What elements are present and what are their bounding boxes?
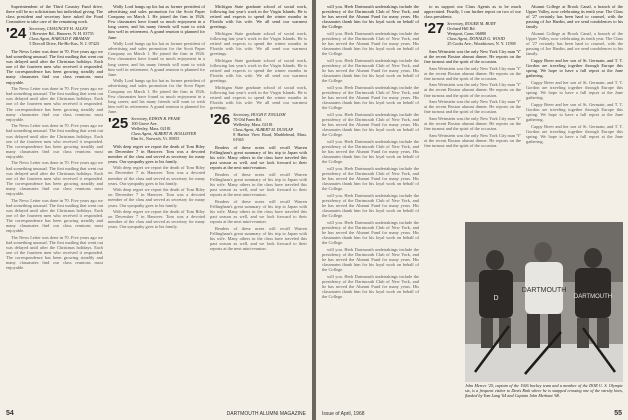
article-text: Alumni College at Brook Canal, a branch of the Upper Valley, now celebrating its tenth year. The Class of '27 certainly has been hard to counsel, with the passing of Joe Hardin, and we send condolences to his family. [526, 4, 623, 30]
agent-address: 25 Cooks Ave., Woodstown, N. Y. 11598 [447, 40, 516, 46]
article-text-continued: Sam Weinstein was the only New York City man 'Y' at the recent Boston alumni dinner. He reports on the fine turnout and the spirit of the occasion. [424, 65, 521, 81]
secretary-address: 1 Brewster Rd., Hanover, N. H. 03755 [29, 31, 94, 37]
left-page [0, 0, 312, 420]
article-text-continued: will you. Herb Dartmouth undertakings include the presidency of the Dartmouth Club of New York, and he has served the Alumni Fund for many years. His classmates thank him for his loyal work on behalf of the College. [322, 30, 419, 57]
secretary-block [29, 27, 99, 47]
article-text-continued: The News Letter was done in 70. Five years ago we had something unusual. The first mailing that went out was delayed until after the Christmas holidays. Each one of the fourteen men who received it responded. The correspondence has been growing steadily and many classmates find our class reunions most enjoyable. [6, 197, 103, 234]
article-text-continued: Sam Weinstein was the only New York City man 'Y' at the recent Boston alumni dinner. He reports on the fine turnout and the spirit of the occasion. [424, 132, 521, 148]
article-text-continued: Readers of these notes will recall Warren Fellingham's great summary of his trip to Japan with his wife. Many others in the class have traveled this past season as well, and we look forward to their reports at the next mini-reunion. [210, 198, 307, 225]
secretary-address: 100 Grove Ave. [131, 120, 158, 126]
class-year: '26 [210, 111, 231, 129]
page-number: 54 [6, 410, 14, 417]
secretary-name: Secretary, ROGER M. BURY [447, 21, 496, 27]
hockey-photo-block [465, 222, 623, 399]
article-text-continued: Cuppy Breer and her son of St. Germain, and T. T. Gordon are traveling together through Europe this spring. We hope to have a full report at the June gathering. [526, 123, 623, 144]
hockey-players-photo [465, 222, 623, 382]
class-heading-27 [424, 22, 521, 47]
secretary-address-line2: Wellesley, Mass. 02181 [131, 125, 171, 131]
secretary-block [447, 22, 515, 47]
article-text: Michigan State graduate school of social work, following last year's work in the Virgin Islands. He is retired and expects to spend the winter months in Florida with his wife. We all send our warmest greetings. [210, 4, 307, 30]
agent-name: Class Agent, ALBERT M. DUNLAP [233, 127, 294, 133]
secretary-name: Secretary, HUGH F. ENGLISH [233, 112, 286, 118]
secretary-block [233, 113, 307, 142]
svg-text:DARTMOUTH: DARTMOUTH [521, 287, 567, 294]
article-text-continued: Wally Lord hangs up his hat as former president of advertising and sales promotion for the Scott Paper Company on March 1. He joined the firm in 1926. Few classmates have found so much enjoyment in a long career, and his many friends will want to wish him well in retirement. A grand reunion is planned for June. [108, 41, 205, 77]
class-heading-25 [108, 114, 205, 142]
article-text-continued: will you. Herb Dartmouth undertakings include the presidency of the Dartmouth Club of New York, and he has served the Alumni Fund for many years. His classmates thank him for his loyal work on behalf of the College. [322, 165, 419, 192]
class-heading-26 [210, 113, 307, 142]
svg-text:DARTMOUTH: DARTMOUTH [573, 294, 613, 300]
article-text-continued: will you. Herb Dartmouth undertakings include the presidency of the Dartmouth Club of New York, and he has served the Alumni Fund for many years. His classmates thank him for his loyal work on behalf of the College. [322, 192, 419, 219]
article-text: The News Letter was done in 70. Five years ago we had something unusual. The first mailing that went out was delayed until after the Christmas holidays. Each one of the fourteen men who received it responded. The correspondence has been growing steadily and many classmates find our class reunions most enjoyable. [6, 49, 103, 85]
article-text-continued: The News Letter was done in 70. Five years ago we had something unusual. The first mailing that went out was delayed until after the Christmas holidays. Each one of the fourteen men who received it responded. The correspondence has been growing steadily and many classmates find our class reunions most enjoyable. [6, 123, 103, 159]
article-text-continued: Michigan State graduate school of social work, following last year's work in the Virgin Islands. He is retired and expects to spend the winter months in Florida with his wife. We all send our warmest greetings. [210, 57, 307, 84]
secretary-name: Secretary, CHAUNCEY H. ALLEN [29, 26, 88, 32]
left-column-2 [108, 4, 205, 400]
page-number: 55 [614, 410, 622, 417]
agent-address: 8 Harbor View Road, Marblehead, Mass. 01945 [233, 132, 307, 142]
secretary-address: 70 Old Farm Rd. [233, 117, 262, 123]
article-text-continued: The News Letter was done in 70. Five years ago we had something unusual. The first mailing that went out was delayed until after the Christmas holidays. Each one of the fourteen men who received it responded. The correspondence has been growing steadily and many classmates find our class reunions most enjoyable. [6, 234, 103, 271]
agent-name: Class Agent, HAROLD F. BRAMAN [29, 36, 90, 42]
article-text: Cuppy Breer and her son of St. Germain, and T. T. Gordon are traveling together through Europe this spring. We hope to have a full report at the June gathering. [526, 57, 623, 79]
article-text: With deep regret we report the death of Tom Riley on December 7 in Hanover. Tom was a devoted member of the class and served as secretary for many years. Our sympathy goes to his family. [108, 143, 205, 164]
left-column-3 [210, 4, 307, 400]
secretary-address: Orchard Hill Rd. [447, 26, 476, 32]
article-text-continued: With deep regret we report the death of Tom Riley on December 7 in Hanover. Tom was a devoted member of the class and served as secretary for many years. Our sympathy goes to his family. [108, 187, 205, 208]
class-heading-24 [6, 27, 103, 47]
article-text-continued: Alumni College at Brook Canal, a branch of the Upper Valley, now celebrating its tenth year. The Class of '27 certainly has been hard to counsel, with the passing of Joe Hardin, and we send condolences to his family. [526, 30, 623, 57]
svg-text:D: D [493, 295, 499, 302]
article-text-continued: The News Letter was done in 70. Five years ago we had something unusual. The first mailing that went out was delayed until after the Christmas holidays. Each one of the fourteen men who received it responded. The correspondence has been growing steadily and many classmates find our class reunions most enjoyable. [6, 160, 103, 197]
class-year: '27 [424, 20, 445, 38]
article-text-continued: Cuppy Breer and her son of St. Germain, and T. T. Gordon are traveling together through Europe this spring. We hope to have a full report at the June gathering. [526, 79, 623, 101]
left-column-1 [6, 4, 103, 400]
article-text-continued: With deep regret we report the death of Tom Riley on December 7 in Hanover. Tom was a devoted member of the class and served as secretary for many years. Our sympathy goes to his family. [108, 209, 205, 230]
secretary-name: Secretary, EDWIN B. PEASE [131, 115, 181, 121]
right-column-3 [526, 4, 623, 222]
article-text-continued: Sam Weinstein was the only New York City man 'Y' at the recent Boston alumni dinner. He reports on the fine turnout and the spirit of the occasion. [424, 115, 521, 132]
class-year: '25 [108, 114, 129, 132]
article-text-continued: will you. Herb Dartmouth undertakings include the presidency of the Dartmouth Club of New York, and he has served the Alumni Fund for many years. His classmates thank him for his loyal work on behalf of the College. [322, 246, 419, 273]
article-text-continued: Sam Weinstein was the only New York City man 'Y' at the recent Boston alumni dinner. He reports on the fine turnout and the spirit of the occasion. [424, 99, 521, 115]
agent-address: Elm St., Norwich, Vt. 05055 [131, 135, 180, 141]
agent-address: 5 Dorcoll Drive, Ho-Ho-Kus, N. J. 07423 [29, 41, 100, 47]
right-page-footer [322, 410, 622, 417]
class-year: '24 [6, 25, 27, 43]
right-page [316, 0, 628, 420]
secretary-address-line2: Wellesley, Mass. 02181 [233, 122, 273, 128]
secretary-block [131, 117, 196, 142]
article-text: Sam Weinstein was the only New York City man 'Y' at the recent Boston alumni dinner. He reports on the fine turnout and the spirit of the occasion. [424, 48, 521, 64]
article-text: will you. Herb Dartmouth undertakings include the presidency of the Dartmouth Club of New York, and he has served the Alumni Fund for many years. His classmates thank him for his loyal work on behalf of the College. [322, 4, 419, 30]
article-text-continued: will you. Herb Dartmouth undertakings include the presidency of the Dartmouth Club of New York, and he has served the Alumni Fund for many years. His classmates thank him for his loyal work on behalf of the College. [322, 111, 419, 138]
article-text-continued: will you. Herb Dartmouth undertakings include the presidency of the Dartmouth Club of New York, and he has served the Alumni Fund for many years. His classmates thank him for his loyal work on behalf of the College. [322, 273, 419, 300]
agent-name: Class Agent, DONALD G. WOOD [447, 36, 505, 41]
article-text-continued: will you. Herb Dartmouth undertakings include the presidency of the Dartmouth Club of New York, and he has served the Alumni Fund for many years. His classmates thank him for his loyal work on behalf of the College. [322, 84, 419, 111]
article-text-continued: will you. Herb Dartmouth undertakings include the presidency of the Dartmouth Club of New York, and he has served the Alumni Fund for many years. His classmates thank him for his loyal work on behalf of the College. [322, 57, 419, 84]
right-column-1 [322, 4, 419, 300]
article-text-continued: will you. Herb Dartmouth undertakings include the presidency of the Dartmouth Club of New York, and he has served the Alumni Fund for many years. His classmates thank him for his loyal work on behalf of the College. [322, 138, 419, 165]
article-text-continued: Michigan State graduate school of social work, following last year's work in the Virgin Islands. He is retired and expects to spend the winter months in Florida with his wife. We all send our warmest greetings. [210, 84, 307, 111]
article-text-continued: With deep regret we report the death of Tom Riley on December 7 in Hanover. Tom was a devoted member of the class and served as secretary for many years. Our sympathy goes to his family. [108, 165, 205, 186]
article-text: to us support our Class Agents as to be much appreciated. Finally, I can further report on two of our class presidents. [424, 4, 521, 20]
article-text: Wally Lord hangs up his hat as former president of advertising and sales promotion for the Scott Paper Company on March 1. He joined the firm in 1926. Few classmates have found so much enjoyment in a long career, and his many friends will want to wish him well in retirement. A grand reunion is planned for June. [108, 4, 205, 40]
article-text: Readers of these notes will recall Warren Fellingham's great summary of his trip to Japan with his wife. Many others in the class have traveled this past season as well, and we look forward to their reports at the next mini-reunion. [210, 144, 307, 171]
magazine-title: DARTMOUTH ALUMNI MAGAZINE [226, 411, 306, 417]
article-text-continued: The News Letter was done in 70. Five years ago we had something unusual. The first mailing that went out was delayed until after the Christmas holidays. Each one of the fourteen men who received it responded. The correspondence has been growing steadily and many classmates find our class reunions most enjoyable. [6, 86, 103, 122]
article-text-continued: Cuppy Breer and her son of St. Germain, and T. T. Gordon are traveling together through Europe this spring. We hope to have a full report at the June gathering. [526, 101, 623, 122]
left-page-footer [6, 410, 306, 417]
article-text: Superintendent of the Third Country Fund drive, there will be no solicitations but individual giving. The class president and secretary have asked the Fund Committee to take care of the remaining work. [6, 4, 103, 25]
right-column-2 [424, 4, 521, 222]
hockey-photo-illustration [465, 222, 623, 382]
article-text-continued: Wally Lord hangs up his hat as former president of advertising and sales promotion for the Scott Paper Company on March 1. He joined the firm in 1926. Few classmates have found so much enjoyment in a long career, and his many friends will want to wish him well in retirement. A grand reunion is planned for June. [108, 78, 205, 114]
article-text-continued: Sam Weinstein was the only New York City man 'Y' at the recent Boston alumni dinner. He reports on the fine turnout and the spirit of the occasion. [424, 82, 521, 98]
article-text-continued: Readers of these notes will recall Warren Fellingham's great summary of his trip to Japan with his wife. Many others in the class have traveled this past season as well, and we look forward to their reports at the next mini-reunion. [210, 171, 307, 198]
article-text-continued: Michigan State graduate school of social work, following last year's work in the Virgin Islands. He is retired and expects to spend the winter months in Florida with his wife. We all send our warmest greetings. [210, 30, 307, 57]
article-text-continued: Readers of these notes will recall Warren Fellingham's great summary of his trip to Japan with his wife. Many others in the class have traveled this past season as well, and we look forward to their reports at the next mini-reunion. [210, 225, 307, 252]
secretary-address-line2: Westport, Conn. 06880 [447, 31, 487, 37]
agent-name: Class Agent, ALBERT H. HOLLISTER [131, 130, 196, 136]
photo-caption: John Mercer '25, captain of the 1926 hockey team and a member of the DOR U. S. Olympic six, is a frequent visitor to Davis Rink where he is snapped crossing one of the varsity lines, flanked by Tom Lang '64 and Captain John Merhaut '68. [465, 383, 623, 398]
issue-date: Issue of April, 1968 [322, 411, 365, 417]
article-text-continued: will you. Herb Dartmouth undertakings include the presidency of the Dartmouth Club of New York, and he has served the Alumni Fund for many years. His classmates thank him for his loyal work on behalf of the College. [322, 219, 419, 246]
